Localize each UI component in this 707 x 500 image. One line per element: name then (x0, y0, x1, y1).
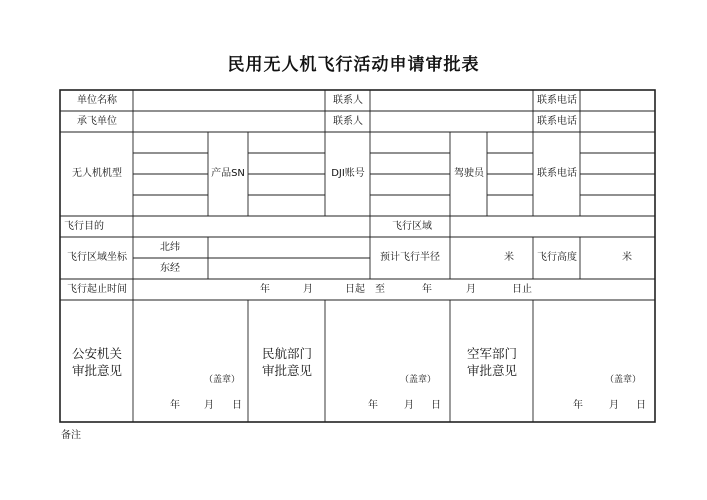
start-day: 日起 (345, 284, 365, 295)
east-longitude-label: 东经 (160, 263, 180, 274)
airforce-approval-line2: 审批意见 (466, 363, 518, 378)
end-year: 年 (422, 284, 432, 295)
caac-approval-line2: 审批意见 (261, 363, 313, 378)
contact-phone-label-2: 联系电话 (537, 116, 577, 127)
airforce-approval-line1: 空军部门 (466, 346, 518, 361)
airforce-approval-label (467, 345, 517, 379)
airforce-year: 年 (573, 400, 583, 411)
form-title: 民用无人机飞行活动申请审批表 (227, 55, 480, 75)
contact-phone-label: 联系电话 (537, 95, 577, 106)
caac-month: 月 (404, 400, 414, 411)
est-radius-label: 预计飞行半径 (380, 252, 440, 263)
contact-phone-label-3: 联系电话 (537, 168, 577, 179)
to-label: 至 (375, 284, 385, 295)
altitude-unit: 米 (622, 252, 632, 263)
area-coordinates-label: 飞行区域坐标 (67, 252, 127, 263)
flight-period-label: 飞行起止时间 (67, 284, 127, 295)
contact-person-label-2: 联系人 (333, 116, 363, 127)
police-month: 月 (204, 400, 214, 411)
north-latitude-label: 北纬 (160, 242, 180, 253)
contact-person-label: 联系人 (333, 95, 363, 106)
caac-seal: （盖章） (399, 375, 437, 385)
start-year: 年 (260, 284, 270, 295)
police-approval-label (72, 345, 122, 379)
police-approval-line2: 审批意见 (71, 363, 123, 378)
caac-approval-label (262, 345, 312, 379)
pilot-label: 驾驶员 (454, 168, 484, 179)
flight-area-label: 飞行区域 (392, 221, 432, 232)
caac-approval-line1: 民航部门 (261, 346, 313, 361)
airforce-day: 日 (636, 400, 646, 411)
caac-day: 日 (431, 400, 441, 411)
product-sn-label: 产品SN (211, 168, 245, 179)
dji-account-label: DJI账号 (331, 168, 365, 179)
police-year: 年 (170, 400, 180, 411)
airforce-month: 月 (609, 400, 619, 411)
remarks-label: 备注 (61, 430, 81, 441)
airforce-seal: （盖章） (604, 375, 642, 385)
flight-purpose-label: 飞行目的 (64, 221, 104, 232)
police-day: 日 (232, 400, 242, 411)
police-seal: （盖章） (203, 375, 241, 385)
flight-altitude-label: 飞行高度 (537, 252, 577, 263)
uav-model-label: 无人机机型 (72, 168, 122, 179)
caac-year: 年 (368, 400, 378, 411)
end-day: 日止 (512, 284, 532, 295)
unit-name-label: 单位名称 (77, 95, 117, 106)
end-month: 月 (466, 284, 476, 295)
start-month: 月 (303, 284, 313, 295)
flight-unit-label: 承飞单位 (77, 116, 117, 127)
police-approval-line1: 公安机关 (71, 346, 123, 361)
radius-unit: 米 (504, 252, 514, 263)
